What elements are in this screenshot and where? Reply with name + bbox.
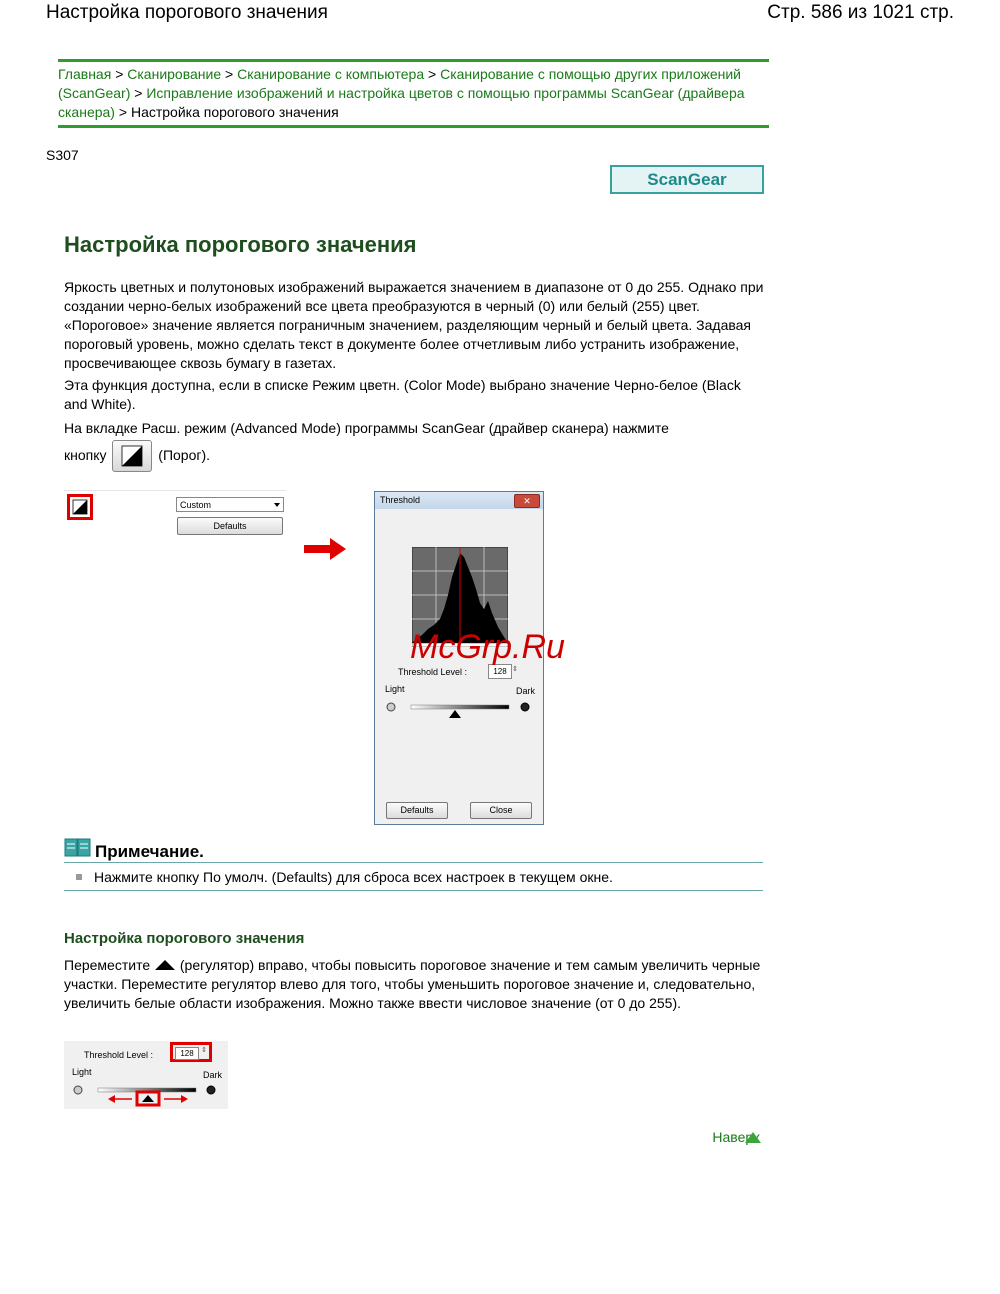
- fig2-light-label: Light: [72, 1067, 92, 1077]
- availability-paragraph: Эта функция доступна, если в списке Режим цветн. (Color Mode) выбрано значение Черно-белое (Black and White).: [64, 377, 741, 412]
- toolbar-figure: [64, 490, 286, 539]
- slider-instructions: [64, 956, 764, 1013]
- back-to-top-link[interactable]: Наверх: [712, 1129, 760, 1145]
- dark-label: Dark: [516, 686, 536, 696]
- chevron-down-icon: [274, 503, 280, 507]
- watermark: McGrp.Ru: [410, 628, 565, 666]
- breadcrumb-link-home[interactable]: Главная: [58, 66, 112, 82]
- breadcrumb-link-correction[interactable]: Исправление изображений и настройка цветов с помощью программы ScanGear (драйвера сканера): [58, 85, 745, 120]
- breadcrumb-separator: >: [118, 104, 128, 120]
- breadcrumb-link-scan-from-pc[interactable]: Сканирование с компьютера: [237, 66, 425, 82]
- dropdown-value: Custom: [180, 500, 212, 510]
- defaults-button[interactable]: Defaults: [177, 517, 283, 535]
- note-book-icon: [64, 837, 92, 859]
- fig2-threshold-input[interactable]: 128: [175, 1047, 199, 1060]
- spinner-icon[interactable]: ⇕: [512, 666, 518, 673]
- window-defaults-button[interactable]: Defaults: [386, 802, 448, 819]
- note-bullet: [76, 874, 82, 880]
- note-top-rule: [64, 862, 763, 863]
- slider-figure: [64, 1041, 228, 1109]
- instruction-line: [64, 437, 764, 473]
- threshold-icon: [70, 497, 90, 517]
- threshold-slider[interactable]: [385, 699, 535, 721]
- slider-handle-icon: [154, 959, 176, 971]
- slider-instructions-after: (регулятор) вправо, чтобы повысить пороговое значение и тем самым увеличить черные участки. Переместите регулятор влево для того, чтобы уменьшить пороговое значение и, следовательно, увеличить белые области изображения. Можно также ввести числовое значение (от 0 до 255).: [64, 957, 761, 1011]
- page-number: Стр. 586 из 1021 стр.: [767, 2, 954, 23]
- instruction-paragraph: На вкладке Расш. режим (Advanced Mode) программы ScanGear (драйвер сканера) нажмите: [64, 420, 669, 436]
- fig2-slider-handle: [142, 1095, 154, 1102]
- light-label: Light: [385, 684, 405, 694]
- threshold-button-highlight: [67, 494, 93, 520]
- breadcrumb-separator: >: [134, 85, 143, 101]
- arrow-up-icon[interactable]: [745, 1132, 761, 1143]
- fig2-threshold-level-label: Threshold Level :: [84, 1050, 154, 1060]
- breadcrumb-link-scangear[interactable]: Сканирование с помощью других приложений (ScanGear): [58, 66, 741, 101]
- fig2-value-highlight: [170, 1042, 212, 1062]
- breadcrumb-bottom-rule: [58, 125, 769, 128]
- window-title: Threshold: [380, 495, 421, 505]
- scangear-badge: ScanGear: [610, 165, 764, 194]
- slider-handle: [449, 710, 461, 718]
- note-title: Примечание.: [95, 842, 204, 861]
- fig2-spinner-icon[interactable]: ⇕: [201, 1047, 207, 1054]
- settings-dropdown[interactable]: [176, 497, 284, 512]
- note-bottom-rule: [64, 890, 763, 891]
- threshold-icon: [113, 441, 151, 471]
- fig2-threshold-slider[interactable]: [70, 1083, 226, 1107]
- page-header-title: Настройка порогового значения: [46, 2, 328, 23]
- intro-paragraph: Яркость цветных и полутоновых изображений выражается значением в диапазоне от 0 до 255. Однако при создании черно-белых изображений все цвета преобразуются в черный (0) или белый (255) цвет. «Пороговое» значение является пограничным значением, разделяющим черный и белый цвета. Задавая пороговый уровень, можно сделать текст в документе более отчетливым либо устранить изображение, просвечивающее сквозь бумагу в газетах.: [64, 279, 764, 371]
- breadcrumb-separator: >: [428, 66, 437, 82]
- threshold-level-label: Threshold Level :: [398, 667, 468, 677]
- page-title: Настройка порогового значения: [64, 232, 417, 257]
- slider-instructions-before: Переместите: [64, 957, 151, 973]
- window-titlebar: [375, 492, 543, 509]
- breadcrumb-separator: >: [225, 66, 234, 82]
- instruction-after: (Порог).: [158, 447, 211, 463]
- breadcrumb-current: Настройка порогового значения: [130, 104, 339, 120]
- window-close-button[interactable]: ✕: [514, 494, 540, 508]
- page-code: S307: [46, 147, 79, 163]
- threshold-button-image: [112, 440, 152, 472]
- arrow-right-icon: [304, 538, 348, 560]
- breadcrumb-separator: >: [115, 66, 124, 82]
- breadcrumb: [58, 65, 758, 122]
- fig2-dark-label: Dark: [203, 1070, 223, 1080]
- breadcrumb-top-rule: [58, 59, 769, 62]
- note-item: Нажмите кнопку По умолч. (Defaults) для сброса всех настроек в текущем окне.: [94, 869, 613, 885]
- breadcrumb-link-scanning[interactable]: Сканирование: [127, 66, 222, 82]
- section-title: Настройка порогового значения: [64, 930, 305, 947]
- window-close-text-button[interactable]: Close: [470, 802, 532, 819]
- threshold-level-input[interactable]: 128: [488, 664, 512, 679]
- instruction-before: кнопку: [64, 447, 107, 463]
